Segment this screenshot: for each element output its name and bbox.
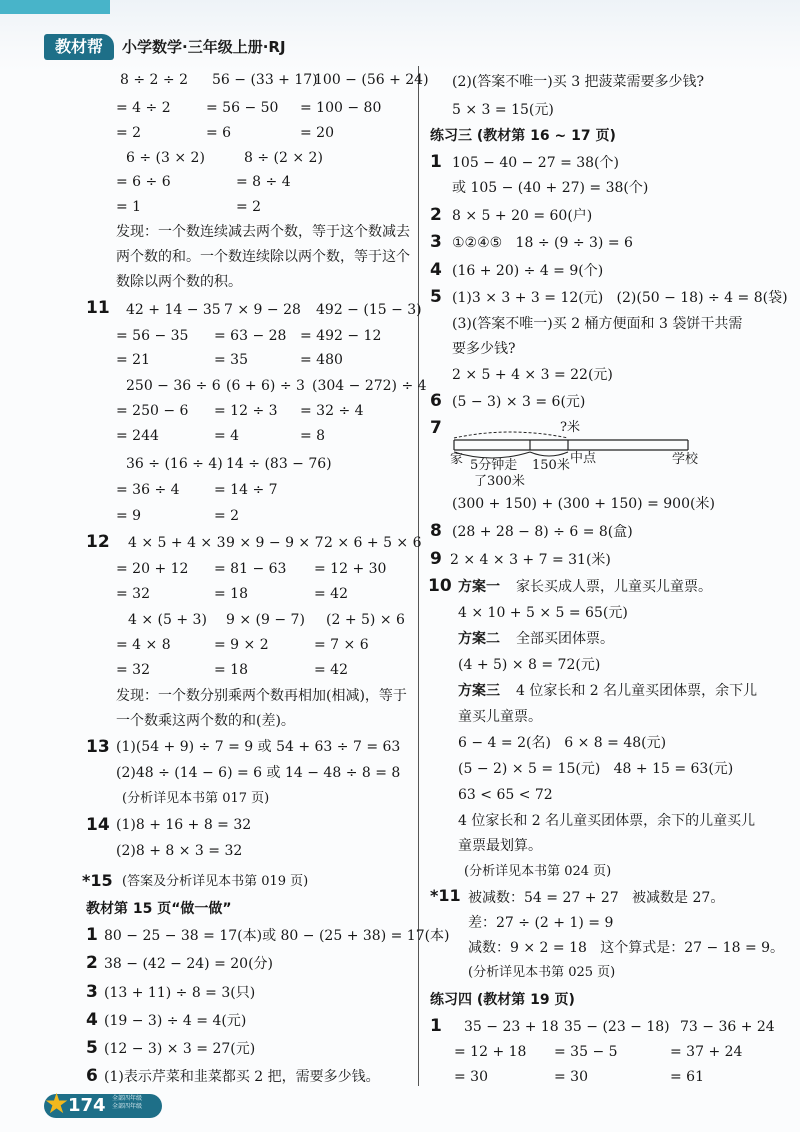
finding-text: 数除以两个数的积。: [116, 274, 242, 290]
calc-line: 36 ÷ (16 ÷ 4): [126, 456, 223, 472]
answer-line: (3)(答案不唯一)买 2 桶方便面和 3 袋饼干共需: [452, 316, 743, 332]
finding-text: 发现：一个数连续减去两个数，等于这个数减去: [116, 224, 410, 240]
question-number: 7: [430, 418, 442, 438]
answer-line: (13 + 11) ÷ 8 = 3(只): [104, 985, 256, 1001]
question-number: 4: [430, 260, 442, 280]
section-heading: 练习四 (教材第 19 页): [430, 992, 575, 1008]
calc-line: 250 − 36 ÷ 6: [126, 378, 221, 394]
calc-line: (2 + 5) × 6: [326, 612, 405, 628]
calc-line: 492 − (15 − 3): [316, 302, 422, 318]
calc-line: = 9 × 2: [214, 637, 269, 653]
book-title: 小学数学·三年级上册·RJ: [122, 38, 286, 56]
calc-line: = 8: [300, 428, 326, 444]
reference-note: (分析详见本书第 024 页): [464, 864, 612, 879]
answer-line: 4 × 10 + 5 × 5 = 65(元): [458, 605, 628, 621]
answer-line: ①②④⑤ 18 ÷ (9 ÷ 3) = 6: [452, 235, 633, 251]
calc-line: 4 × (5 + 3): [128, 612, 207, 628]
question-number: 6: [86, 1066, 98, 1086]
calc-line: = 20 + 12: [116, 561, 189, 577]
calc-line: = 6: [206, 125, 232, 141]
reference-note: (答案及分析详见本书第 019 页): [122, 874, 309, 889]
calc-line: 9 × (9 − 7): [226, 612, 305, 628]
calc-line: = 7 × 6: [314, 637, 369, 653]
star-icon: ★: [44, 1087, 70, 1120]
section-heading: 练习三 (教材第 16 ~ 17 页): [430, 128, 616, 144]
question-number: 1: [430, 152, 442, 172]
calc-line: = 4 ÷ 2: [116, 100, 171, 116]
calc-line: (6 + 6) ÷ 3: [226, 378, 305, 394]
answer-line: 减数：9 × 2 = 18 这个算式是：27 − 18 = 9。: [468, 940, 785, 956]
question-number: 14: [86, 815, 110, 835]
answer-line: 63 < 65 < 72: [458, 787, 553, 803]
answer-line: 童买儿童票。: [458, 709, 542, 725]
calc-line: = 30: [554, 1069, 588, 1085]
calc-line: = 4 × 8: [116, 637, 171, 653]
calc-line: = 18: [214, 586, 248, 602]
calc-line: = 2: [236, 199, 262, 215]
diagram-label: 家: [450, 452, 464, 467]
question-number: 6: [430, 391, 442, 411]
question-number: 2: [86, 953, 98, 973]
diagram-label: ?米: [560, 420, 580, 435]
diagram-label: 了300米: [474, 474, 525, 489]
calc-line: = 4: [214, 428, 240, 444]
diagram-label: 学校: [672, 452, 699, 467]
answer-line: (1)8 + 16 + 8 = 32: [116, 817, 252, 833]
calc-line: = 36 ÷ 4: [116, 482, 180, 498]
answer-line: 2 × 5 + 4 × 3 = 22(元): [452, 367, 613, 383]
answer-line: 2 × 4 × 3 + 7 = 31(米): [450, 552, 611, 568]
calc-line: 6 ÷ (3 × 2): [126, 150, 205, 166]
answer-line: (1)3 × 3 + 3 = 12(元) (2)(50 − 18) ÷ 4 = 8(袋): [452, 290, 788, 306]
footer-note: [112, 1095, 160, 1111]
answer-line: 105 − 40 − 27 = 38(个): [452, 155, 619, 171]
diagram-brace: [454, 432, 568, 438]
question-number: 12: [86, 532, 110, 552]
answer-line: (300 + 150) + (300 + 150) = 900(米): [452, 496, 715, 512]
calc-line: (304 − 272) ÷ 4: [312, 378, 427, 394]
answer-line: 80 − 25 − 38 = 17(本)或 80 − (25 + 38) = 17(本): [104, 928, 450, 944]
answer-line: (5 − 3) × 3 = 6(元): [452, 394, 586, 410]
calc-line: = 37 + 24: [670, 1044, 743, 1060]
calc-line: = 14 ÷ 7: [214, 482, 278, 498]
answer-line: (2)(答案不唯一)买 3 把菠菜需要多少钱?: [452, 74, 705, 90]
question-number: 10: [428, 576, 452, 596]
calc-line: = 100 − 80: [300, 100, 382, 116]
header-accent-strip: [0, 0, 110, 14]
calc-line: = 2: [214, 508, 240, 524]
question-number: *15: [82, 871, 113, 890]
calc-line: 56 − (33 + 17): [212, 72, 318, 88]
answer-line: (1)(54 + 9) ÷ 7 = 9 或 54 + 63 ÷ 7 = 63: [116, 739, 401, 755]
answer-line: 或 105 − (40 + 27) = 38(个): [452, 180, 649, 196]
diagram-label: 5分钟走: [470, 458, 518, 473]
calc-line: = 81 − 63: [214, 561, 287, 577]
calc-line: = 12 ÷ 3: [214, 403, 278, 419]
calc-line: = 35: [214, 352, 248, 368]
calc-line: 7 × 9 − 28: [224, 302, 301, 318]
finding-text: 两个数的和。一个数连续除以两个数，等于这个: [116, 249, 410, 265]
answer-line: 8 × 5 + 20 = 60(户): [452, 208, 593, 224]
answer-line: 家长买成人票，儿童买儿童票。: [516, 579, 712, 595]
calc-line: 9 × 9 − 9 × 7: [226, 535, 324, 551]
calc-line: 8 ÷ 2 ÷ 2: [120, 72, 188, 88]
calc-line: = 35 − 5: [554, 1044, 618, 1060]
page-header-band: [0, 0, 800, 72]
calc-line: = 8 ÷ 4: [236, 174, 291, 190]
calc-line: = 42: [314, 586, 348, 602]
brand-logo: 教材帮: [44, 34, 114, 60]
calc-line: = 244: [116, 428, 159, 444]
calc-line: 4 × 5 + 4 × 3: [128, 535, 226, 551]
plan-label: 方案三: [458, 683, 500, 699]
calc-line: 14 ÷ (83 − 76): [226, 456, 332, 472]
calc-line: = 6 ÷ 6: [116, 174, 171, 190]
answer-line: 被减数：54 = 27 + 27 被减数是 27。: [468, 890, 725, 906]
question-number: 13: [86, 737, 110, 757]
calc-line: = 12 + 30: [314, 561, 387, 577]
footer-note-line: 全部四年级: [112, 1103, 143, 1110]
question-number: *11: [430, 886, 461, 905]
plan-label: 方案一: [458, 579, 500, 595]
answer-line: (1)表示芹菜和韭菜都买 2 把，需要多少钱。: [104, 1069, 380, 1085]
answer-line: (19 − 3) ÷ 4 = 4(元): [104, 1013, 247, 1029]
answer-line: (4 + 5) × 8 = 72(元): [458, 657, 601, 673]
finding-text: 一个数乘这两个数的和(差)。: [116, 713, 295, 729]
calc-line: = 18: [214, 662, 248, 678]
calc-line: = 21: [116, 352, 150, 368]
question-number: 1: [430, 1016, 442, 1036]
calc-line: = 20: [300, 125, 334, 141]
calc-line: 2 × 6 + 5 × 6: [324, 535, 422, 551]
answer-line: (2)8 + 8 × 3 = 32: [116, 843, 243, 859]
calc-line: = 30: [454, 1069, 488, 1085]
calc-line: = 63 − 28: [214, 328, 287, 344]
calc-line: 100 − (56 + 24): [314, 72, 429, 88]
question-number: 8: [430, 521, 442, 541]
answer-line: 差：27 ÷ (2 + 1) = 9: [468, 915, 614, 931]
calc-line: = 32: [116, 662, 150, 678]
answer-line: (28 + 28 − 8) ÷ 6 = 8(盒): [452, 524, 633, 540]
calc-line: = 1: [116, 199, 142, 215]
answer-line: (12 − 3) × 3 = 27(元): [104, 1041, 256, 1057]
answer-line: 5 × 3 = 15(元): [452, 102, 554, 118]
question-number: 2: [430, 205, 442, 225]
question-number: 1: [86, 925, 98, 945]
calc-line: = 12 + 18: [454, 1044, 527, 1060]
page-number: 174: [68, 1095, 106, 1116]
calc-line: = 250 − 6: [116, 403, 189, 419]
section-heading: 教材第 15 页“做一做”: [86, 901, 232, 917]
finding-text: 发现：一个数分别乘两个数再相加(相减)，等于: [116, 688, 407, 704]
footer-note-line: 全部四年级: [112, 1095, 143, 1102]
diagram-label: 150米: [532, 458, 570, 473]
plan-label: 方案二: [458, 631, 500, 647]
calc-line: = 32 ÷ 4: [300, 403, 364, 419]
answer-line: 6 − 4 = 2(名) 6 × 8 = 48(元): [458, 735, 667, 751]
calc-line: 35 − 23 + 18: [464, 1019, 559, 1035]
answer-line: 4 位家长和 2 名儿童买团体票，余下儿: [516, 683, 758, 699]
reference-note: (分析详见本书第 017 页): [122, 791, 270, 806]
answer-line: 4 位家长和 2 名儿童买团体票，余下的儿童买儿: [458, 813, 756, 829]
calc-line: = 2: [116, 125, 142, 141]
question-number: 5: [430, 287, 442, 307]
answer-line: 38 − (42 − 24) = 20(分): [104, 956, 273, 972]
question-number: 4: [86, 1010, 98, 1030]
calc-line: = 9: [116, 508, 142, 524]
calc-line: = 480: [300, 352, 343, 368]
diagram-label: 中点: [570, 451, 597, 466]
calc-line: 42 + 14 − 35: [126, 302, 221, 318]
question-number: 11: [86, 298, 110, 318]
calc-line: 8 ÷ (2 × 2): [244, 150, 323, 166]
answer-line: (16 + 20) ÷ 4 = 9(个): [452, 263, 604, 279]
answer-line: 要多少钱?: [452, 341, 516, 357]
calc-line: = 42: [314, 662, 348, 678]
calc-line: = 32: [116, 586, 150, 602]
answer-line: (2)48 ÷ (14 − 6) = 6 或 14 − 48 ÷ 8 = 8: [116, 765, 401, 781]
calc-line: 35 − (23 − 18): [564, 1019, 670, 1035]
calc-line: = 56 − 35: [116, 328, 189, 344]
calc-line: = 61: [670, 1069, 704, 1085]
reference-note: (分析详见本书第 025 页): [468, 965, 616, 980]
question-number: 5: [86, 1038, 98, 1058]
calc-line: 73 − 36 + 24: [680, 1019, 775, 1035]
calc-line: = 56 − 50: [206, 100, 279, 116]
answer-line: 童票最划算。: [458, 838, 542, 854]
question-number: 3: [86, 982, 98, 1002]
answer-line: (5 − 2) × 5 = 15(元) 48 + 15 = 63(元): [458, 761, 734, 777]
question-number: 9: [430, 549, 442, 569]
calc-line: = 492 − 12: [300, 328, 382, 344]
answer-line: 全部买团体票。: [516, 631, 614, 647]
question-number: 3: [430, 232, 442, 252]
